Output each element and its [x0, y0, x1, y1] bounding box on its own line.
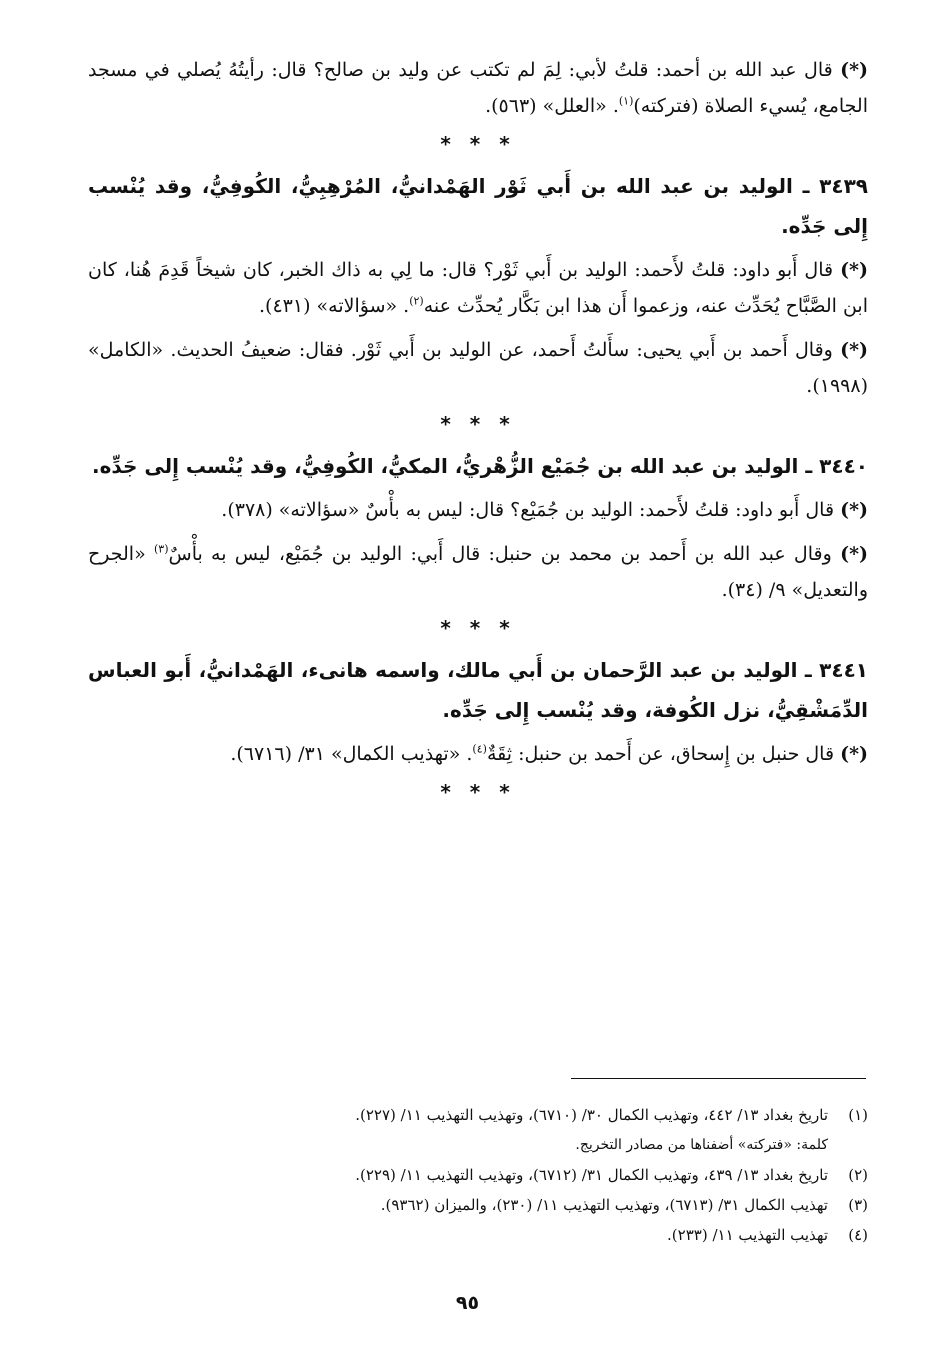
paragraph-text: وقال عبد الله بن أَحمد بن محمد بن حنبل: قال أَبي: الوليد بن جُمَيْع، ليس به بأْسٌ — [168, 543, 832, 565]
footnote — [150, 1160, 868, 1190]
paragraph-text: قال حنبل بن إِسحاق، عن أَحمد بن حنبل: ثِقَةٌ — [486, 743, 835, 765]
footnote-ref[interactable]: (٣) — [153, 542, 169, 556]
entry-marker: (*) — [840, 59, 868, 81]
paragraph-tail: «الجرح والتعديل» ٩/ (٣٤). — [88, 543, 868, 601]
paragraph-tail: . «العلل» (٥٦٣). — [485, 95, 619, 117]
paragraph — [88, 492, 868, 528]
entry-marker: (*) — [840, 499, 868, 521]
footnote-number: (٣) — [848, 1196, 868, 1214]
paragraph-tail: . «تهذيب الكمال» ٣١/ (٦٧١٦). — [230, 743, 473, 765]
footnote-continuation: كلمة: «فتركته» أضفناها من مصادر التخريج. — [575, 1137, 828, 1153]
paragraph-tail: . «سؤالاته» (٤٣١). — [259, 295, 410, 317]
footnote-number: (٤) — [848, 1226, 868, 1244]
separator-stars: * * * — [440, 616, 516, 640]
separator-stars: * * * — [440, 132, 516, 156]
footnote-text: تاريخ بغداد ١٣/ ٤٤٢، وتهذيب الكمال ٣٠/ (٦٧١٠)، وتهذيب التهذيب ١١/ (٢٢٧). — [355, 1106, 828, 1124]
paragraph-text: قال أَبو داود: قلتُ لأَحمد: الوليد بن أَبي ثَوْر؟ قال: ما لِي به ذاك الخبر، كان شيخاً قَدِمَ هُنا، كان ابن الصَّبَّاح يُحَدِّث عنه، وزعموا أَن هذا ابن بَكَّار يُحدِّث عنه — [88, 259, 868, 317]
page-number: ٩٥ — [455, 1292, 480, 1314]
entry-marker: (*) — [840, 543, 868, 565]
footnote-text: تهذيب الكمال ٣١/ (٦٧١٣)، وتهذيب التهذيب ١١/ (٢٣٠)، والميزان (٩٣٦٢). — [380, 1196, 828, 1214]
page-body — [88, 52, 868, 814]
entry-heading-3440: ٣٤٤٠ ـ الوليد بن عبد الله بن جُمَيْع الزُّهْريُّ، المكيُّ، الكُوفِيُّ، وقد يُنْسب إِلى جَدِّه. — [92, 454, 868, 478]
paragraph-text: قال أَبو داود: قلتُ لأَحمد: الوليد بن جُمَيْع؟ قال: ليس به بأْسٌ «سؤالاته» (٣٧٨). — [221, 499, 835, 521]
paragraph-text: وقال أَحمد بن أَبي يحيى: سأَلتُ أَحمد، عن الوليد بن أَبي ثَوْر. فقال: ضعيفُ الحديث. «الكامل» (١٩٩٨). — [88, 339, 868, 397]
footnotes — [150, 1100, 868, 1250]
footnote-ref[interactable]: (١) — [618, 94, 634, 108]
footnote-text: تاريخ بغداد ١٣/ ٤٣٩، وتهذيب الكمال ٣١/ (٦٧١٢)، وتهذيب التهذيب ١١/ (٢٢٩). — [355, 1166, 828, 1184]
entry-heading-3439: ٣٤٣٩ ـ الوليد بن عبد الله بن أَبي ثَوْر الهَمْدانيُّ، المُرْهِبِيُّ، الكُوفِيُّ، وقد يُنْسب إِلى جَدِّه. — [88, 174, 868, 238]
paragraph-text: قال عبد الله بن أحمد: قلتُ لأبي: لِمَ لم تكتب عن وليد بن صالح؟ قال: رأيتُهُ يُصلي في مسجد الجامع، يُسيء الصلاة (فتركته) — [88, 59, 868, 117]
paragraph — [88, 332, 868, 404]
paragraph — [88, 736, 868, 772]
footnote — [150, 1100, 868, 1130]
footnote-number: (١) — [848, 1106, 868, 1124]
footnote-ref[interactable]: (٢) — [409, 294, 424, 308]
paragraph — [88, 52, 868, 124]
entry-marker: (*) — [840, 339, 869, 361]
footnote-divider — [571, 1078, 866, 1079]
footnote — [150, 1190, 868, 1220]
entry-marker: (*) — [840, 259, 868, 281]
entry-heading-3441: ٣٤٤١ ـ الوليد بن عبد الرَّحمان بن أَبي مالك، واسمه هانىء، الهَمْدانيُّ، أَبو العباس الدِّمَشْقِيُّ، نزل الكُوفة، وقد يُنْسب إِلى جَدِّه. — [88, 658, 868, 722]
footnote-ref[interactable]: (٤) — [472, 742, 487, 756]
footnote — [150, 1220, 868, 1250]
paragraph — [88, 536, 868, 608]
footnote-number: (٢) — [848, 1166, 868, 1184]
separator-stars: * * * — [440, 780, 516, 804]
paragraph — [88, 252, 868, 324]
entry-marker: (*) — [840, 743, 868, 765]
footnote-text: تهذيب التهذيب ١١/ (٢٣٣). — [667, 1226, 828, 1244]
separator-stars: * * * — [440, 412, 516, 436]
